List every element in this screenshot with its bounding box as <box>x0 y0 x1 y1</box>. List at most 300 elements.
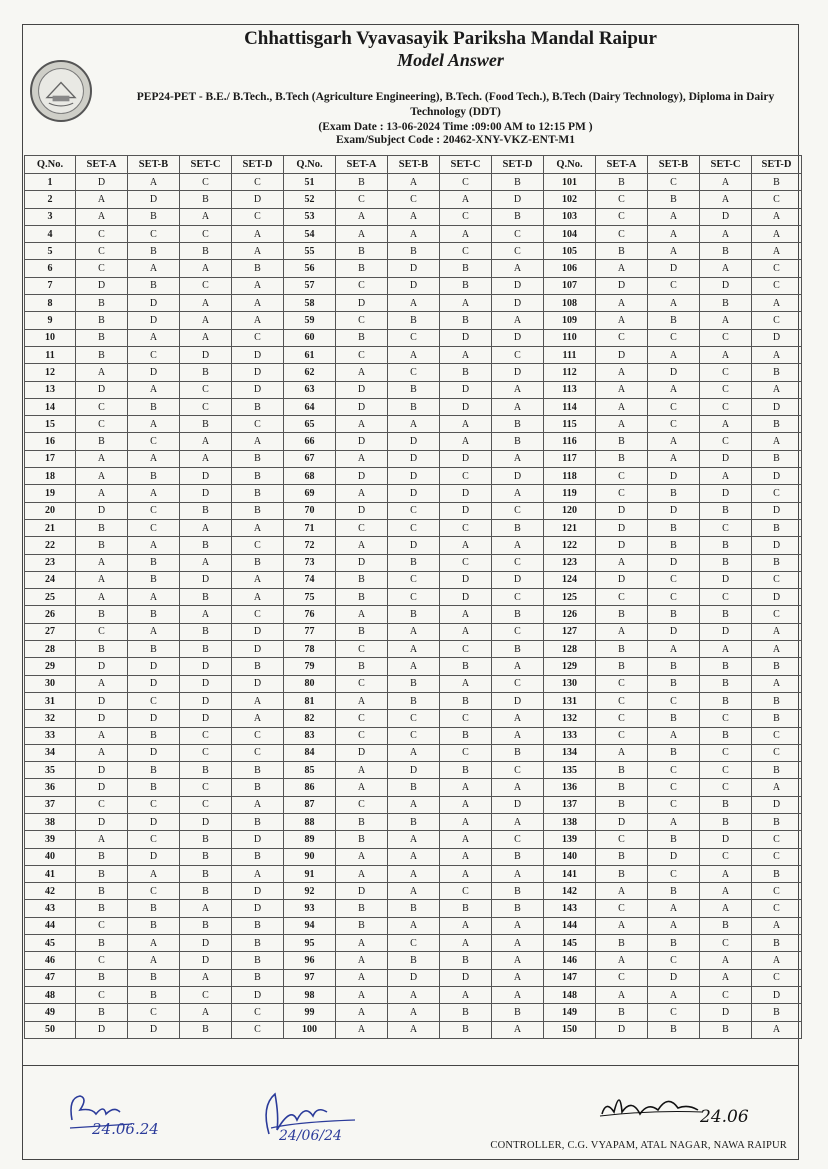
table-row <box>25 744 802 761</box>
answer-set-b: C <box>388 935 440 952</box>
answer-set-a: B <box>336 658 388 675</box>
question-number: 38 <box>25 813 76 830</box>
answer-set-d: A <box>752 779 802 796</box>
table-row <box>25 710 802 727</box>
question-number: 9 <box>25 312 76 329</box>
answer-set-d: A <box>232 589 284 606</box>
answer-set-a: D <box>596 813 648 830</box>
answer-set-b: A <box>128 952 180 969</box>
answer-set-b: C <box>388 710 440 727</box>
answer-set-a: C <box>596 225 648 242</box>
answer-set-c: C <box>700 848 752 865</box>
answer-set-b: B <box>388 779 440 796</box>
question-number: 70 <box>284 502 336 519</box>
question-number: 115 <box>544 416 596 433</box>
answer-set-a: A <box>336 986 388 1003</box>
answer-set-d: B <box>232 554 284 571</box>
answer-set-b: C <box>648 571 700 588</box>
answer-set-a: C <box>336 727 388 744</box>
answer-set-a: D <box>76 1021 128 1038</box>
question-number: 92 <box>284 883 336 900</box>
table-row <box>25 917 802 934</box>
answer-set-b: C <box>648 329 700 346</box>
answer-set-c: B <box>440 260 492 277</box>
answer-set-b: A <box>648 208 700 225</box>
answer-set-a: A <box>76 485 128 502</box>
answer-set-a: B <box>76 606 128 623</box>
answer-set-c: D <box>180 675 232 692</box>
question-number: 113 <box>544 381 596 398</box>
answer-set-b: D <box>128 710 180 727</box>
answer-set-b: D <box>128 191 180 208</box>
answer-set-c: A <box>440 813 492 830</box>
column-header-set-d: SET-D <box>232 156 284 174</box>
answer-set-d: A <box>492 260 544 277</box>
answer-set-d: A <box>752 675 802 692</box>
answer-set-d: B <box>752 935 802 952</box>
answer-set-d: B <box>232 485 284 502</box>
answer-set-d: A <box>752 1021 802 1038</box>
answer-set-d: A <box>752 623 802 640</box>
answer-set-c: C <box>700 398 752 415</box>
answer-set-b: B <box>648 658 700 675</box>
answer-set-b: D <box>648 623 700 640</box>
answer-set-d: D <box>232 675 284 692</box>
answer-set-d: C <box>232 537 284 554</box>
answer-set-b: B <box>128 277 180 294</box>
answer-set-b: C <box>128 502 180 519</box>
answer-set-b: A <box>388 641 440 658</box>
answer-set-c: A <box>180 260 232 277</box>
answer-set-c: B <box>180 848 232 865</box>
question-number: 78 <box>284 641 336 658</box>
answer-set-c: C <box>440 710 492 727</box>
answer-set-d: B <box>232 468 284 485</box>
answer-set-b: B <box>648 191 700 208</box>
answer-set-b: B <box>648 831 700 848</box>
signature-left <box>62 1084 212 1134</box>
column-header-set-a: SET-A <box>336 156 388 174</box>
answer-set-b: D <box>128 1021 180 1038</box>
answer-set-c: B <box>180 364 232 381</box>
question-number: 82 <box>284 710 336 727</box>
answer-set-c: D <box>180 692 232 709</box>
answer-set-a: B <box>76 865 128 882</box>
answer-set-c: A <box>440 433 492 450</box>
answer-set-d: D <box>232 623 284 640</box>
question-number: 63 <box>284 381 336 398</box>
answer-set-d: A <box>752 433 802 450</box>
table-row <box>25 346 802 363</box>
question-number: 71 <box>284 519 336 536</box>
answer-set-a: A <box>596 917 648 934</box>
question-number: 84 <box>284 744 336 761</box>
answer-set-c: B <box>440 900 492 917</box>
answer-set-d: C <box>492 762 544 779</box>
answer-set-c: B <box>700 295 752 312</box>
answer-set-a: A <box>76 727 128 744</box>
answer-set-c: C <box>700 935 752 952</box>
signature-middle-date: 24/06/24 <box>279 1128 342 1144</box>
answer-set-c: D <box>700 485 752 502</box>
question-number: 118 <box>544 468 596 485</box>
answer-set-b: C <box>128 883 180 900</box>
answer-set-b: A <box>128 329 180 346</box>
answer-set-d: A <box>492 450 544 467</box>
answer-set-d: D <box>492 692 544 709</box>
answer-set-b: D <box>648 468 700 485</box>
answer-set-d: B <box>232 260 284 277</box>
question-number: 100 <box>284 1021 336 1038</box>
question-number: 80 <box>284 675 336 692</box>
answer-set-c: D <box>180 935 232 952</box>
question-number: 4 <box>25 225 76 242</box>
table-row <box>25 900 802 917</box>
answer-set-b: C <box>648 589 700 606</box>
answer-set-d: A <box>232 225 284 242</box>
answer-set-c: A <box>440 191 492 208</box>
answer-set-a: A <box>596 381 648 398</box>
answer-set-b: B <box>128 969 180 986</box>
answer-set-a: A <box>336 779 388 796</box>
question-number: 58 <box>284 295 336 312</box>
answer-set-c: A <box>700 865 752 882</box>
table-row <box>25 813 802 830</box>
answer-set-c: C <box>440 468 492 485</box>
question-number: 88 <box>284 813 336 830</box>
table-row <box>25 416 802 433</box>
answer-set-d: B <box>752 762 802 779</box>
answer-set-a: B <box>596 243 648 260</box>
answer-set-d: A <box>752 346 802 363</box>
answer-set-d: B <box>232 848 284 865</box>
answer-set-d: C <box>492 346 544 363</box>
question-number: 75 <box>284 589 336 606</box>
answer-set-a: B <box>596 658 648 675</box>
answer-set-c: A <box>180 606 232 623</box>
answer-set-d: D <box>752 502 802 519</box>
answer-set-d: B <box>232 935 284 952</box>
answer-set-c: C <box>700 589 752 606</box>
question-number: 89 <box>284 831 336 848</box>
answer-set-a: B <box>336 589 388 606</box>
question-number: 124 <box>544 571 596 588</box>
question-number: 36 <box>25 779 76 796</box>
question-number: 39 <box>25 831 76 848</box>
answer-set-d: C <box>492 502 544 519</box>
exam-code: Exam/Subject Code : 20462-XNY-VKZ-ENT-M1 <box>335 134 576 146</box>
answer-set-d: D <box>752 986 802 1003</box>
answer-set-c: A <box>180 519 232 536</box>
answer-set-d: D <box>752 537 802 554</box>
answer-set-d: A <box>752 295 802 312</box>
answer-set-b: A <box>128 485 180 502</box>
answer-set-b: A <box>388 831 440 848</box>
question-number: 68 <box>284 468 336 485</box>
answer-set-b: A <box>648 346 700 363</box>
answer-set-b: B <box>648 675 700 692</box>
answer-set-c: C <box>440 554 492 571</box>
answer-set-c: A <box>180 1004 232 1021</box>
answer-set-d: A <box>492 952 544 969</box>
answer-set-c: B <box>180 502 232 519</box>
question-number: 110 <box>544 329 596 346</box>
answer-set-b: C <box>648 1004 700 1021</box>
answer-set-c: A <box>180 450 232 467</box>
answer-set-c: B <box>700 796 752 813</box>
answer-set-b: B <box>388 243 440 260</box>
answer-set-b: A <box>648 295 700 312</box>
table-row <box>25 554 802 571</box>
question-number: 52 <box>284 191 336 208</box>
answer-set-b: C <box>128 433 180 450</box>
question-number: 149 <box>544 1004 596 1021</box>
answer-set-d: A <box>492 710 544 727</box>
answer-set-c: B <box>440 1021 492 1038</box>
answer-set-d: A <box>232 796 284 813</box>
answer-set-c: B <box>440 762 492 779</box>
answer-set-a: D <box>336 433 388 450</box>
answer-set-b: C <box>648 692 700 709</box>
answer-set-a: B <box>336 917 388 934</box>
answer-set-c: A <box>440 346 492 363</box>
answer-set-d: C <box>232 174 284 191</box>
answer-set-b: B <box>128 917 180 934</box>
answer-set-b: D <box>388 260 440 277</box>
answer-set-d: D <box>232 381 284 398</box>
question-number: 54 <box>284 225 336 242</box>
answer-set-a: A <box>76 450 128 467</box>
question-number: 126 <box>544 606 596 623</box>
answer-set-d: A <box>752 952 802 969</box>
question-number: 87 <box>284 796 336 813</box>
answer-set-a: A <box>76 675 128 692</box>
table-row <box>25 260 802 277</box>
answer-set-c: B <box>180 1021 232 1038</box>
table-row <box>25 1004 802 1021</box>
answer-set-c: B <box>180 537 232 554</box>
answer-set-a: B <box>76 433 128 450</box>
answer-set-d: A <box>232 295 284 312</box>
answer-set-c: C <box>700 364 752 381</box>
column-header-qno: Q.No. <box>284 156 336 174</box>
answer-set-d: B <box>752 692 802 709</box>
answer-set-c: C <box>180 381 232 398</box>
answer-set-d: C <box>752 831 802 848</box>
answer-set-a: C <box>596 692 648 709</box>
answer-set-d: B <box>232 762 284 779</box>
answer-set-d: D <box>232 191 284 208</box>
answer-set-b: D <box>128 312 180 329</box>
answer-set-c: B <box>180 883 232 900</box>
answer-set-d: C <box>492 831 544 848</box>
answer-set-a: C <box>336 675 388 692</box>
answer-set-c: A <box>180 295 232 312</box>
answer-set-a: D <box>76 710 128 727</box>
answer-set-a: C <box>596 485 648 502</box>
answer-set-b: C <box>648 277 700 294</box>
answer-set-c: A <box>700 969 752 986</box>
answer-set-c: B <box>700 692 752 709</box>
question-number: 59 <box>284 312 336 329</box>
answer-set-a: A <box>336 762 388 779</box>
answer-set-c: B <box>700 675 752 692</box>
answer-set-b: D <box>388 450 440 467</box>
answer-set-b: A <box>388 346 440 363</box>
answer-set-c: B <box>180 416 232 433</box>
answer-set-b: A <box>128 537 180 554</box>
answer-set-b: A <box>128 865 180 882</box>
answer-set-b: A <box>128 450 180 467</box>
answer-set-b: A <box>648 813 700 830</box>
answer-set-d: C <box>232 606 284 623</box>
answer-set-d: A <box>492 727 544 744</box>
answer-set-d: C <box>492 623 544 640</box>
answer-set-d: C <box>752 744 802 761</box>
answer-set-b: A <box>128 381 180 398</box>
question-number: 20 <box>25 502 76 519</box>
answer-set-a: A <box>596 883 648 900</box>
answer-set-a: A <box>596 295 648 312</box>
answer-set-b: B <box>388 606 440 623</box>
answer-set-d: B <box>752 519 802 536</box>
signature-right-date: 24.06 <box>700 1107 749 1127</box>
question-number: 77 <box>284 623 336 640</box>
answer-set-d: C <box>752 606 802 623</box>
table-row <box>25 935 802 952</box>
question-number: 27 <box>25 623 76 640</box>
table-row <box>25 623 802 640</box>
answer-set-c: D <box>700 277 752 294</box>
answer-set-a: B <box>596 450 648 467</box>
answer-set-c: B <box>180 589 232 606</box>
answer-set-a: C <box>336 710 388 727</box>
answer-set-a: C <box>596 900 648 917</box>
answer-set-c: D <box>180 485 232 502</box>
answer-set-c: C <box>700 762 752 779</box>
answer-set-c: C <box>180 779 232 796</box>
answer-set-c: C <box>700 329 752 346</box>
answer-set-b: D <box>388 433 440 450</box>
answer-set-c: D <box>180 468 232 485</box>
question-number: 145 <box>544 935 596 952</box>
answer-set-c: B <box>700 658 752 675</box>
answer-set-b: A <box>388 796 440 813</box>
answer-set-a: D <box>596 277 648 294</box>
answer-set-a: A <box>336 848 388 865</box>
answer-set-c: B <box>700 1021 752 1038</box>
answer-set-c: B <box>440 952 492 969</box>
signature-left-date: 24.06.24 <box>92 1120 159 1134</box>
answer-set-a: C <box>336 519 388 536</box>
answer-set-a: D <box>596 502 648 519</box>
column-header-set-d: SET-D <box>752 156 802 174</box>
answer-set-b: C <box>388 589 440 606</box>
question-number: 94 <box>284 917 336 934</box>
table-row <box>25 571 802 588</box>
answer-set-b: A <box>388 1004 440 1021</box>
question-number: 73 <box>284 554 336 571</box>
answer-set-b: B <box>128 243 180 260</box>
answer-set-a: A <box>336 485 388 502</box>
table-row <box>25 675 802 692</box>
answer-set-d: C <box>492 675 544 692</box>
answer-set-c: A <box>440 779 492 796</box>
answer-set-c: A <box>700 468 752 485</box>
answer-set-c: B <box>180 865 232 882</box>
question-number: 81 <box>284 692 336 709</box>
answer-set-b: D <box>128 813 180 830</box>
answer-set-b: C <box>128 796 180 813</box>
answer-set-a: A <box>336 1021 388 1038</box>
answer-set-b: B <box>388 398 440 415</box>
answer-set-c: C <box>180 744 232 761</box>
answer-set-c: A <box>700 900 752 917</box>
signature-footer <box>22 1065 799 1161</box>
question-number: 103 <box>544 208 596 225</box>
question-number: 6 <box>25 260 76 277</box>
answer-set-a: A <box>336 969 388 986</box>
answer-set-d: B <box>752 364 802 381</box>
answer-set-a: B <box>76 1004 128 1021</box>
answer-set-b: A <box>388 917 440 934</box>
question-number: 91 <box>284 865 336 882</box>
answer-set-a: D <box>336 883 388 900</box>
question-number: 133 <box>544 727 596 744</box>
answer-set-a: A <box>596 398 648 415</box>
answer-set-b: B <box>128 606 180 623</box>
answer-set-c: B <box>440 1004 492 1021</box>
answer-set-b: C <box>648 398 700 415</box>
answer-set-a: B <box>336 329 388 346</box>
answer-set-d: C <box>232 727 284 744</box>
answer-set-b: C <box>648 762 700 779</box>
question-number: 104 <box>544 225 596 242</box>
question-number: 57 <box>284 277 336 294</box>
question-number: 114 <box>544 398 596 415</box>
answer-set-c: C <box>700 381 752 398</box>
answer-set-b: B <box>648 537 700 554</box>
answer-set-c: A <box>700 174 752 191</box>
answer-set-b: B <box>648 883 700 900</box>
answer-set-a: D <box>76 502 128 519</box>
answer-set-d: A <box>492 398 544 415</box>
answer-set-d: D <box>492 295 544 312</box>
answer-set-d: A <box>232 710 284 727</box>
answer-set-a: B <box>336 623 388 640</box>
question-number: 136 <box>544 779 596 796</box>
column-header-set-b: SET-B <box>128 156 180 174</box>
answer-set-b: B <box>648 519 700 536</box>
answer-set-b: B <box>648 606 700 623</box>
table-row <box>25 589 802 606</box>
answer-set-d: A <box>492 1021 544 1038</box>
question-number: 41 <box>25 865 76 882</box>
answer-set-d: D <box>232 364 284 381</box>
question-number: 50 <box>25 1021 76 1038</box>
answer-set-c: C <box>700 710 752 727</box>
answer-set-c: B <box>700 606 752 623</box>
question-number: 98 <box>284 986 336 1003</box>
answer-set-d: D <box>492 796 544 813</box>
question-number: 83 <box>284 727 336 744</box>
answer-set-d: C <box>232 329 284 346</box>
answer-set-b: D <box>648 364 700 381</box>
question-number: 14 <box>25 398 76 415</box>
answer-set-b: C <box>648 174 700 191</box>
answer-set-c: C <box>440 883 492 900</box>
question-number: 140 <box>544 848 596 865</box>
